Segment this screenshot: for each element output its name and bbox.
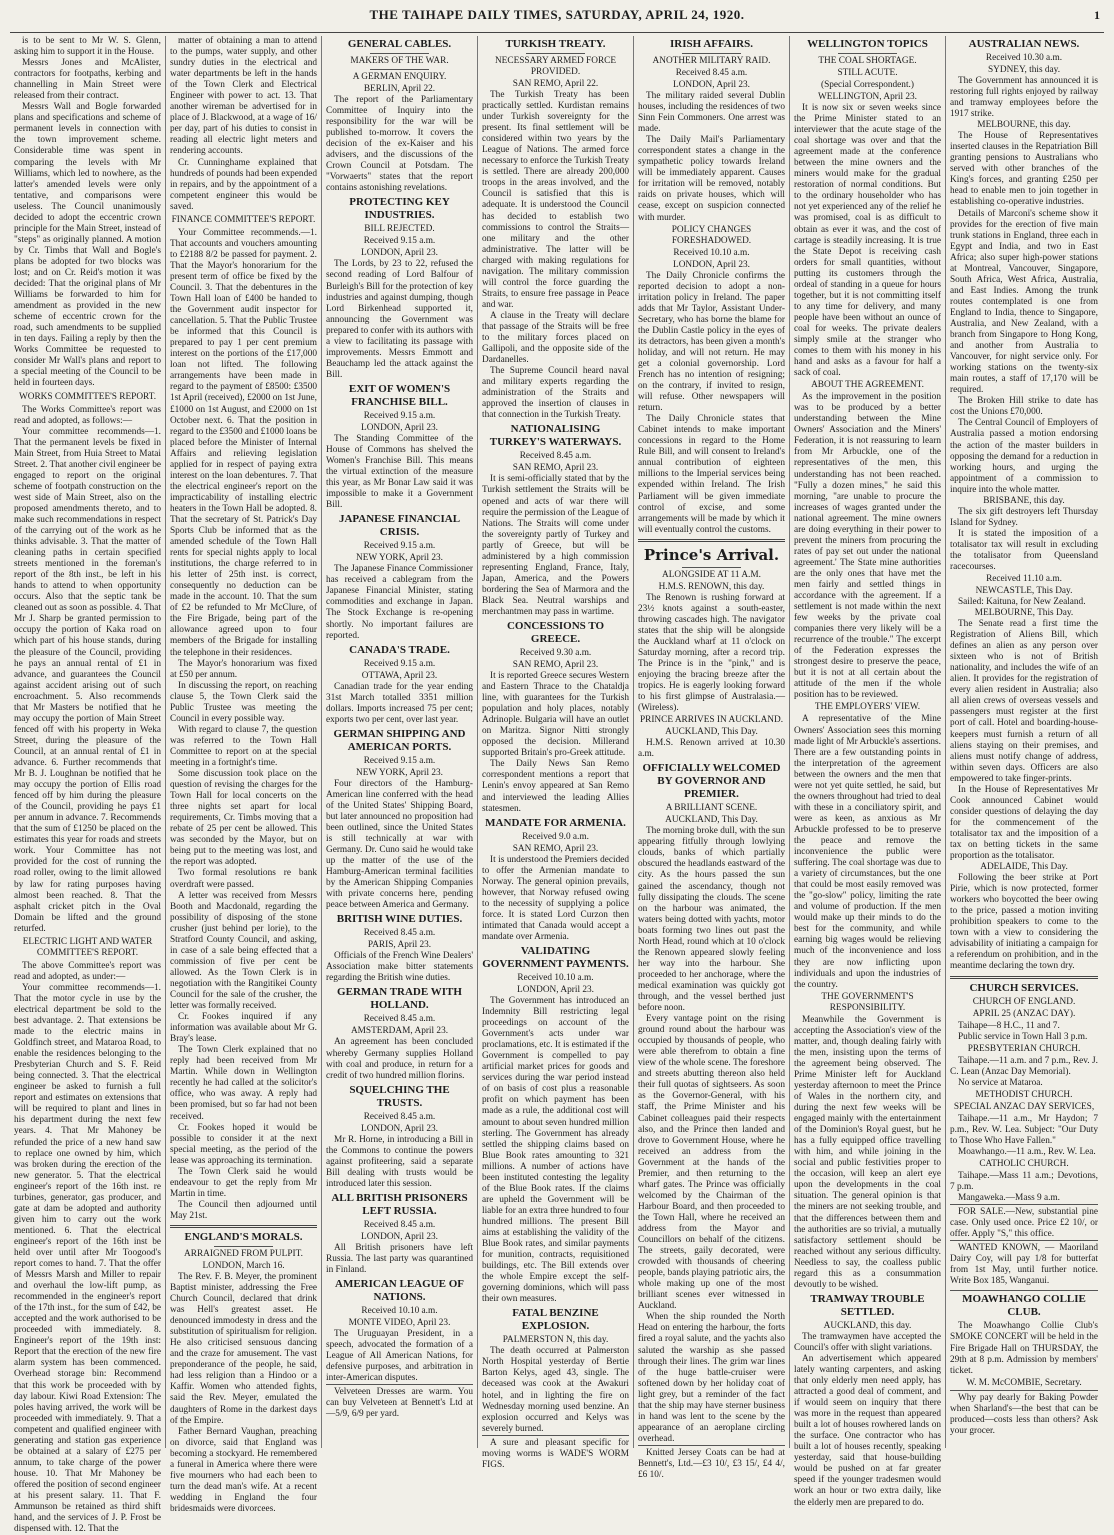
subheading: THE COAL SHORTAGE. bbox=[818, 56, 917, 66]
heading-englands-morals: ENGLAND'S MORALS. bbox=[184, 1230, 303, 1243]
heading-american-league: AMERICAN LEAGUE OF NATIONS. bbox=[335, 1278, 464, 1304]
dateline: LONDON, April 23. bbox=[361, 1123, 438, 1134]
article-paragraph: The above Committee's report was read and adopted, as under:— bbox=[14, 960, 161, 982]
received-time: Received 9.15 a.m. bbox=[363, 236, 436, 247]
dateline: SAN REMO, April 23. bbox=[512, 660, 599, 671]
heading-rule bbox=[370, 53, 429, 54]
dateline: NEW YORK, April 23. bbox=[355, 767, 444, 778]
heading-tramway: TRAMWAY TROUBLE SETTLED. bbox=[810, 1292, 925, 1318]
dateline: MELBOURNE, this day. bbox=[977, 120, 1071, 131]
church-detail: Public service in Town Hall 3 p.m. bbox=[958, 1031, 1088, 1042]
received-time: Received 8.45 a.m. bbox=[363, 1111, 436, 1122]
dateline: OTTAWA, April 23. bbox=[361, 670, 438, 681]
signature: W. M. McCOMBIE, Secretary. bbox=[966, 1377, 1082, 1388]
article-paragraph: Cr. Cunninghame explained that hundreds of pounds had been expended in repairs, and by the appointment of a competent engineer this would be saved. bbox=[170, 157, 317, 212]
dateline: AMSTERDAM, April 23. bbox=[350, 1026, 449, 1037]
article-paragraph: The Works Committee's report was read and adopted, as follows:— bbox=[14, 404, 161, 426]
article-paragraph: A clause in the Treaty will declare that passage of the Straits will be free to the military forces placed on Gallipoli, and the opposite side of the Dardanelles. bbox=[482, 310, 629, 366]
article-paragraph: The Town Clerk said he would endeavour to get the reply from Mr Martin in time. bbox=[170, 1166, 317, 1199]
heading-key-industries: PROTECTING KEY INDUSTRIES. bbox=[349, 196, 450, 222]
received-time: Received 8.45 a.m. bbox=[675, 68, 748, 78]
heading-waterways: NATIONALISING TURKEY'S WATERWAYS. bbox=[489, 423, 622, 449]
dateline: PARIS, April 23. bbox=[367, 940, 432, 951]
church-name: CATHOLIC CHURCH. bbox=[979, 1158, 1069, 1169]
column-1 bbox=[10, 36, 166, 1535]
article-paragraph: A letter was received from Messrs Booth and Macdonald, regarding the possibility of disposing of the stone crusher (just behind per lorie), to the Stratford County Council, and asking, in case of a sale being effected that a commission of five per cent be allowed. As the Town Clerk is in negotiation with the Rangitikei County Council for the sale of the crusher, the letter was formally received. bbox=[170, 890, 317, 1012]
subheading: PRINCE ARRIVES IN AUCKLAND. bbox=[639, 715, 784, 726]
article-paragraph: The Renown is rushing forward at 23½ knots against a south-easter, throwing cascades high. The navigator states that the ship will be alongside the Auckland wharf at 11 o'clock on Saturday morning, after a record trip. The Prince is in the "pink," and is enjoying the bracing breeze after the tropics. He is eagerly looking forward to his first glimpse of Australasia.—(Wireless). bbox=[638, 592, 785, 714]
article-paragraph: The death occurred at Palmerston North Hospital yesterday of Bertie Barton Kelys, aged 43, single. The deceased was cook at the Awakuri hotel, and in lighting the fire on Wednesday morning used benzine. An explosion occurred and Kelys was severely burned. bbox=[482, 1346, 629, 1434]
dateline: LONDON, April 23. bbox=[673, 80, 750, 90]
heading-rule bbox=[214, 1246, 273, 1247]
subheading: ARRAIGNED FROM PULPIT. bbox=[184, 1248, 303, 1259]
church-name: METHODIST CHURCH. bbox=[975, 1089, 1073, 1100]
section-rule bbox=[950, 976, 1098, 979]
received-time: Received 8.45 a.m. bbox=[363, 928, 436, 939]
dateline: LONDON, March 16. bbox=[202, 1260, 285, 1271]
received-time: Received 10.10 a.m. bbox=[517, 973, 594, 983]
received-time: Received 10.10 a.m. bbox=[361, 1306, 438, 1317]
column-2 bbox=[166, 36, 322, 1514]
article-paragraph: The House of Representatives inserted clauses in the Repatriation Bill granting pensions to Australians who served with other branches of the King's forces, and granting £250 per head to enable men to join together in establishing co-operative industries. bbox=[950, 131, 1098, 208]
column-4 bbox=[478, 36, 634, 1470]
article-paragraph: An agreement has been concluded whereby Germany supplies Holland with coal and produce, in return for a credit of two hundred million florins. bbox=[326, 1037, 473, 1081]
article-paragraph: The Broken Hill strike to date has cost the Unions £70,000. bbox=[950, 396, 1098, 418]
heading-works-committee: WORKS COMMITTEE'S REPORT. bbox=[18, 391, 157, 402]
section-rule bbox=[170, 1225, 317, 1228]
article-paragraph: Some discussion took place on the question of revising the charges for the Town Hall for local concerts on the three nights set apart for local requirements, Cr. Timbs moving that a rebate of 25 per cent be allowed. This was seconded by the Mayor, but on being put to the meeting was lost, and the report was adopted. bbox=[170, 769, 317, 868]
article-paragraph: All British prisoners have left Russia. The last party was quarantined in Finland. bbox=[326, 1242, 473, 1275]
article-paragraph: The Daily Mail's Parliamentary correspondent states a change in the sympathetic policy towards Ireland will be immediately apparent. Causes for irritation will be removed, notably raids on private houses, which will cease, except on suspicion connected with murder. bbox=[638, 135, 785, 223]
article-paragraph: Your committee recommends—1. That the permanent levels be fixed in Main Street, from Huia Street to Matai Street. 2. That another civil engineer be engaged to report on the original scheme of footpath construction on the west side of Main Street, also on the proposed amendments thereto, and to make such recommendations in respect of the carrying out of the work as he thinks advisable. 3. That the matter of cleaning paths in certain specified streets mentioned in the foreman's report of the 8th inst., be left in his hands to attend to when opportunity occurs. Also that the septic tank be cleaned out as soon as possible. 4. That Mr J. Sharp be granted permission to occupy the portion of Kaka road on which part of his house stands, during the pleasure of the Council, providing he pays an annual rental of £1 in advance, and guarantees the Council against accident arising out of such encroachment. 5. Also recommends that Mr Masters be notified that he may occupy the portion of Main Street fenced off with his property in Weka Street, during the pleasure of the Council, at an annual rental of £1 in advance. 6. Further recommends that Mr B. J. Loughnan be notified that he may occupy the portion of Ellis road fenced off by him during the pleasure of the Council, providing he pays £1 per annum in advance. 7. Recommends that the sum of £1250 be placed on the estimates this year for roads and streets work. Your Committee has not provided for the cost of running the road roller, owing to the limit allowed by law for rating purposes having almost been reached. 8. That the asphalt cricket pitch in the Oval Domain be lifted and the ground returfed. bbox=[14, 426, 161, 934]
article-paragraph: The Daily Chronicle states that Cabinet intends to make important concessions in regard to the Home Rule Bill, and will consent to Ireland's annual contribution of eighteen millions to the Imperial services being expended within Ireland. The Irish Parliament will be given immediate control of excise, and some arrangements will be made by which it will eventually control the customs. bbox=[638, 414, 785, 535]
page-number: 1 bbox=[1094, 8, 1100, 22]
dateline: H.M.S. RENOWN, this day. bbox=[658, 581, 765, 592]
heading-wellington-topics: WELLINGTON TOPICS bbox=[807, 38, 928, 50]
dateline: NEW YORK, April 23. bbox=[355, 553, 444, 564]
article-paragraph: Mr R. Horne, in introducing a Bill in the Commons to continue the powers against profiteering, said a separate Bill dealing with trusts would be introduced later this session. bbox=[326, 1134, 473, 1189]
article-paragraph: Messrs Wall and Bogle forwarded plans and specifications and scheme of permanent levels in connection with the town improvement scheme. Considerable time was spent in comparing the levels with Mr Williams, which led to nowhere, as the latter's amended levels were only tentative, and comparisons were useless. The Council unanimously decided to adopt the eccentric crown principle for the Main Street, instead of "steps" as originally planned. A motion by Cr. Timbs that Wall and Bogle's plans be adopted for two blocks was lost; and on Cr. Reid's motion it was decided: That the original plans of Mr Williams be forwarded to him for amendment as provided in the new scheme of eccentric crown for the road, such amendments to be supplied in ten days. Failing a reply by then the Works Committee be requested to consider Mr Wall's plans and report to a special meeting of the Council to be held in fourteen days. bbox=[14, 102, 161, 389]
article-paragraph: The Daily Chronicle confirms the reported decision to adopt a non-irritation policy in Ireland. The paper adds that Mr Taylor, Assistant Under-Secretary, who has borne the blame for the Dublin Castle policy in the eyes of its detractors, has been given a month's holiday, and will not return. He may get a colonial governorship. Lord French has no intention of resigning; on the contrary, if invited to resign, will refuse. Other newspapers will return. bbox=[638, 270, 785, 414]
dateline: LONDON, April 23. bbox=[361, 422, 438, 433]
heading-officially-welcomed: OFFICIALLY WELCOMED BY GOVERNOR AND PREMIER. bbox=[642, 762, 781, 801]
article-paragraph: Father Bernard Vaughan, preaching on divorce, said that England was becoming a stockyard. He remembered a funeral in America where there were five mourners who had each been to turn the dead man's wife. At a recent wedding in England the four bridesmaids were divorcees. bbox=[170, 1426, 317, 1514]
article-paragraph: The Uruguayan President, in a speech, advocated the formation of a League of All American Nations, for defensive purposes, and arbitration in inter-American disputes. bbox=[326, 1329, 473, 1384]
received-time: Received 9.15 a.m. bbox=[363, 410, 436, 421]
advertisement: Why pay dearly for Baking Powder when Sharland's—the best that can be produced—costs less than others? Ask your grocer. bbox=[950, 1390, 1098, 1437]
heading-japanese-crisis: JAPANESE FINANCIAL CRISIS. bbox=[338, 513, 461, 539]
heading-trade-holland: GERMAN TRADE WITH HOLLAND. bbox=[337, 986, 462, 1012]
article-paragraph: Your Committee recommends.—1. That accounts and vouchers amounting to £2188 8/2 be passed for payment. 2. That the Mayor's honorarium for the present term of office be fixed by the Council. 3. That the debentures in the Town Hall loan of £400 be handed to the Government audit inspector for cancellation. 5. That the Public Trustee be informed that this Council is prepared to pay 1 per cent premium interest on the portions of the £17,000 loan not lifted. The following arrangements have been made in regard to the payment of £8500: £3500 1st April (received), £2000 on 1st June, £1000 on 1st August, and £2000 on 1st October next. 6. That the position in regard to the £3500 and £1000 loans be placed before the Minister of Internal Affairs and relieving legislation applied for in respect of paying extra interest on the loan debentures. 7. That the electrical engineer's report on the impracticability of installing electric heaters in the Town Hall be adopted. 8. That the secretary of St. Patrick's Day Sports Club be informed that as the amended schedule of the Town Hall rents for special nights apply to local institutions, the charge referred to in his letter of 25th inst. is correct, consequently no deduction can be made in the account. 10. That the sum of £2 be refunded to Mr McClure, of the Fire Brigade, being part of the allowance agreed upon to four members of the Brigade for installing the telephone in their residences. bbox=[170, 227, 317, 658]
dateline: MELBOURNE, This Day. bbox=[974, 608, 1074, 619]
article-paragraph: Following the beer strike at Port Pirie, which is now protected, former workers who boycotted the beer owing to the price, passed a motion inviting prohibition speakers to come to the town with a view to considering the advisability of initiating a campaign for a referendum on prohibition, and in the meantime declaring the town dry. bbox=[950, 873, 1098, 972]
church-detail: Moawhango.—11 a.m., Rev. W. Lea. bbox=[958, 1146, 1096, 1157]
heading-rule bbox=[838, 53, 897, 54]
article-paragraph: Details of Marconi's scheme show it provides for the erection of five main trunk stations in England, three each in Egypt and India, and two in East Africa; also super high-power stations at Montreal, Vancouver, Singapore, South Africa, West Africa, Australia, and East Indies. Among the trunk routes contemplated is one from England to India, thence to Singapore, Australia, and New Zealand, with a branch from Singapore to Hong Kong, and another from Australia to Vancouver, for night service only. For working stations on the twenty-six main routes, a staff of 17,170 will be required. bbox=[950, 208, 1098, 396]
article-paragraph: The Turkish Treaty has been practically settled. Kurdistan remains under Turkish sovereignty for the present. Its final settlement will be considered within two years by the League of Nations. The armed force necessary to enforce the Turkish Treaty is settled. There are already 200,000 troops in the areas involved, and the Council is satisfied that this is adequate. It is understood the Council has decided to establish two commissions to control the Straits—one military and the other administrative. The latter will be charged with making regulations for navigation. The military commission will control the force guarding the Straits, to ensure free passage in Peace and war. bbox=[482, 90, 629, 310]
article-paragraph: The Town Clerk explained that no reply had been received from Mr Martin. While down in Wellington recently he had called at the solicitor's office, who was away. A reply had been promised, but so far had not been received. bbox=[170, 1045, 317, 1122]
article-paragraph: The tramwaymen have accepted the Council's offer with slight variations. bbox=[794, 1331, 941, 1353]
advertisement: A sure and pleasant specific for moving worms is WADE'S WORM FIGS. bbox=[482, 1435, 629, 1471]
subheading: A GERMAN ENQUIRY. bbox=[352, 72, 447, 82]
heading-prisoners: ALL BRITISH PRISONERS LEFT RUSSIA. bbox=[331, 1191, 468, 1217]
subheading: STILL ACUTE. bbox=[837, 68, 898, 78]
article-paragraph: The Lords, by 23 to 22, refused the second reading of Lord Balfour of Burleigh's Bill for the protection of key industries and against dumping, though Lord Birkenhead supported it, announcing the Government was prepared to confer with its authors with a view to facilitating its passage with improvements. Messrs Emmott and Beauchamp led the attack against the Bill. bbox=[326, 259, 473, 380]
heading-rule bbox=[370, 69, 429, 70]
heading-church-services: CHURCH SERVICES. bbox=[969, 981, 1079, 994]
article-paragraph: When the ship rounded the North Head on entering the harbour, the forts fired a royal salute, and the yachts also saluted the warship as she passed through their lines. The grim war lines of the huge battle-cruiser were softened down by her holiday coat of light grey, but a reminder of the fact that the ship may have sterner business in hand was lent to the scene by the appearance of an aeroplane circling overhead. bbox=[638, 1312, 785, 1444]
article-paragraph: The Standing Committee of the House of Commons has shelved the Women's Franchise Bill. This means the virtual extinction of the measure this year, as Mr Bonar Law said it was impossible to make it a Government Bill. bbox=[326, 433, 473, 511]
heading-electric-committee: ELECTRIC LIGHT AND WATER COMMITTEE'S REPORT. bbox=[22, 936, 153, 958]
heading-finance-committee: FINANCE COMMITTEE'S REPORT. bbox=[171, 214, 316, 225]
church-detail: Taihape.—11 a.m. and 7 p.m., Rev. J. C. Lean (Anzac Day Memorial). bbox=[950, 1055, 1098, 1077]
heading-payments: VALIDATING GOVERNMENT PAYMENTS. bbox=[482, 945, 629, 970]
dateline: WELLINGTON, April 23. bbox=[818, 92, 917, 102]
subheading: ALONGSIDE AT 11 A.M. bbox=[662, 569, 761, 580]
received-time: Received 11.10 a.m. bbox=[986, 574, 1062, 585]
received-time: Received 9.15 a.m. bbox=[363, 755, 436, 766]
article-paragraph: Officials of the French Wine Dealers' Association make bitter statements regarding the British wine duties. bbox=[326, 951, 473, 984]
heading-australian-news: AUSTRALIAN NEWS. bbox=[968, 38, 1080, 50]
article-paragraph: Cr. Fookes inquired if any information was available about Mr G. Bray's lease. bbox=[170, 1012, 317, 1045]
heading-general-cables: GENERAL CABLES. bbox=[347, 38, 452, 50]
received-time: Received 10.10 a.m. bbox=[673, 247, 750, 258]
church-detail: Taihape.—11 a.m., Mr Haydon; 7 p.m., Rev. W. Lea. Subject: "Our Duty to Those Who Have Fallen." bbox=[950, 1113, 1098, 1146]
dateline: LONDON, April 23. bbox=[361, 248, 438, 259]
subheading: MAKERS OF THE WAR. bbox=[350, 56, 449, 66]
church-detail: Taihape—8 H.C., 11 and 7. bbox=[958, 1020, 1060, 1031]
article-paragraph: An advertisement which appeared lately wanting carpenters, and asking that only elderly men need apply, has attracted a good deal of comment, and if would seem on inquiry that there was more in the request than appeared built a lot of houses rowhered lands on the surface. One contractor who has built a lot of houses recently, speaking yesterday, said that house-building would be pushed on at far greater speed if the younger tradesmen would work an hour or two extra daily, like the elderly men are prepared to do. bbox=[794, 1353, 941, 1508]
article-paragraph: With regard to clause 7, the question was referred to the Town Hall Committee to report on at the special meeting in a fortnight's time. bbox=[170, 724, 317, 768]
heading-canada-trade: CANADA'S TRADE. bbox=[349, 643, 450, 656]
heading-collie-club: MOAWHANGO COLLIE CLUB. bbox=[950, 1290, 1098, 1319]
classified-ad-wanted: WANTED KNOWN, — Maoriland Dairy Coy, will pay 1/8 for butterfat from 1st May, until further notice. Write Box 185, Wanganui. bbox=[950, 1240, 1098, 1287]
dateline: AUCKLAND, This Day. bbox=[665, 815, 758, 826]
church-date: APRIL 25 (ANZAC DAY). bbox=[972, 1008, 1076, 1019]
section-rule bbox=[638, 539, 785, 542]
article-paragraph: The Supreme Council heard naval and military experts regarding the administration of the Straits and approved the insertion of clauses in that connection in the Turkish Treaty. bbox=[482, 366, 629, 421]
article-paragraph: Four directors of the Hamburg-American line conferred with the head of the United States' Shipping Board, but later announced no proposition had been outlined, since the United States is still technically at war with Germany. Dr. Cuno said he would take up the matter of the use of the Hamburg-American terminal facilities by the American Shipping Companies with private concerns here, pending peace between America and Germany. bbox=[326, 778, 473, 911]
subheading: POLICY CHANGES FORESHADOWED. bbox=[671, 224, 752, 246]
article-paragraph: It is semi-officially stated that by the Turkish settlement the Straits will be opened and acts of war there will require the permission of the League of Nations. The Straits will come under the sovereignty partly of Turkey and partly of Greece, but will be administered by a high commission representing England, France, Italy, Japan, America, and the Powers bordering the Sea of Marmora and the Black Sea. Neutral warships and merchantmen may pass in wartime. bbox=[482, 474, 629, 617]
subheading: NECESSARY ARMED FORCE PROVIDED. bbox=[494, 56, 617, 77]
heading-trusts: SQUELCHING THE TRUSTS. bbox=[349, 1083, 450, 1109]
dateline: BRISBANE, this day. bbox=[983, 495, 1065, 506]
article-paragraph: It is now six or seven weeks since the Prime Minister stated to an interviewer that the acute stage of the coal shortage was over and that the agreement made at the conference between the mine owners and the miners would make for the gradual restoration of normal conditions. But to the ordinary householder who has not yet experienced any of the relief he was promised, coal is as difficult to obtain as ever it was, and the cost of cartage is steadily increasing. It is true the State Depot is receiving cash orders for small quantities, without putting its customers through the ordeal of standing in a queue for hours together, but it is not committing itself to any time for delivery, and many people have been without an ounce of coal for weeks. The private dealers simply smile at the stranger who comes to them with his money in his hand and asks as a favour for half a sack of coal. bbox=[794, 103, 941, 379]
dateline: AUCKLAND, This Day. bbox=[665, 727, 758, 738]
article-paragraph: The six gift destroyers left Thursday Island for Sydney. bbox=[950, 506, 1098, 528]
dateline: PALMERSTON N, this day. bbox=[502, 1335, 609, 1346]
church-detail: Taihape.—Mass 11 a.m.; Devotions, 7 p.m. bbox=[950, 1170, 1098, 1192]
article-paragraph: Cr. Fookes hoped it would be possible to consider it at the next special meeting, as the period of the lease was approaching its termination. bbox=[170, 1122, 317, 1166]
column-6 bbox=[790, 36, 946, 1508]
dateline: SYDNEY, this day. bbox=[987, 65, 1061, 75]
dateline: MONTE VIDEO, April 23. bbox=[348, 1318, 451, 1329]
heading-rule bbox=[682, 53, 741, 54]
article-paragraph: The Council then adjourned until May 21st. bbox=[170, 1199, 317, 1221]
article-paragraph: The report of the Parliamentary Committee of Inquiry into the responsibility for the war will be published to-morrow. It covers the decision of the ex-Kaiser and his advisers, and the discussions of the Crown Council at Potsdam. The "Vorwaerts" states that the report contains astonishing revelations. bbox=[326, 95, 473, 194]
article-paragraph: matter of obtaining a man to attend to the pumps, water supply, and other sundry duties in the electrical and water departments be left in the hands of the Town Clerk and Electrical Engineer with power to act. 13. That another wireman be advertised for in place of J. Blackwood, at a wage of 16/ per day, part of his duties to consist in reading all electric light meters and rendering accounts. bbox=[170, 36, 317, 157]
article-paragraph: The Senate read a first time the Registration of Aliens Bill, which defines an alien as any person over sixteen who is not of British nationality, and includes the wife of an alien. It provides for the registration of every alien resident in Australia; also all alien crews of overseas vessels and passengers must register at the first port of call. Hotel and boarding-house-keepers must furnish a return of all aliens staying on their premises, and aliens must notify change of address, within seven days. Officers are also empowered to take finger-prints. bbox=[950, 619, 1098, 784]
article-paragraph: The Japanese Finance Commissioner has received a cablegram from the Japanese Financial Minister, stating commodities and exchange in Japan. The Stock Exchange is re-opening shortly. No important failures are reported. bbox=[326, 564, 473, 641]
article-paragraph: It is reported Greece secures Western and Eastern Thrace to the Chataldja line, with guarantees for the Turkish population and holy places, notably Adrinople. Bulgaria will have an outlet on Maritza. Signor Nitti strongly opposed the decision. Millerand supported Britain's pro-Greek attitude. bbox=[482, 671, 629, 759]
article-paragraph: Meanwhile the Government is accepting the Association's view of the matter, and, though dealing fairly with the men, insisting upon the terms of the agreement being observed. The Prime Minister left for Auckland yesterday afternoon to meet the Prince of Wales in the northern city, and during the next few weeks will be engaged mainly with the entertainment of the Dominion's Royal guest, but he has a fully equipped office travelling with him, and while joining in the social and public festivities proper to the occasion, will keep an alert eye upon the developments in the coal situation. The general opinion is that the miners are not seeking trouble, and that the differences between them and the authorities are so trivial, a mutually satisfactory settlement should be reached without any serious difficulty. Needless to say, the coalless public regard this as a consummation devoutly to be wished. bbox=[794, 1014, 941, 1290]
received-time: Received 8.45 a.m. bbox=[363, 1219, 436, 1230]
article-paragraph: The Central Council of Employers of Australia passed a motion endorsing the action of the master builders in opposing the demand for a reduction in working hours, and urging the appointment of a commission to inquire into the whole matter. bbox=[950, 418, 1098, 495]
article-paragraph: The military raided several Dublin houses, including the residences of two Sinn Fein Commoners. One arrest was made. bbox=[638, 91, 785, 135]
church-name: CHURCH OF ENGLAND. bbox=[972, 996, 1076, 1007]
church-name: PRESBYTERIAN CHURCH. bbox=[967, 1043, 1081, 1054]
heading-turkish-treaty: TURKISH TREATY. bbox=[505, 38, 606, 50]
masthead-title: THE TAIHAPE DAILY TIMES, SATURDAY, APRIL 24, 1920. bbox=[369, 7, 745, 22]
heading-german-shipping: GERMAN SHIPPING AND AMERICAN PORTS. bbox=[333, 727, 466, 753]
heading-greece: CONCESSIONS TO GREECE. bbox=[506, 620, 605, 646]
masthead bbox=[10, 0, 1104, 30]
article-paragraph: A representative of the Mine Owners' Association sees this morning made light of Mr Arbuckle's assertions. There are a few outstanding points in the interpretation of the agreement between the owners and the men that were not yet quite settled, he said, but the owners throughout had tried to deal with these in a conciliatory spirit, and were as keen, as anxious as Mr Arbuckle professed to be to preserve the peace and remove the inconvenience the public were suffering. The coal shortage was due to a variety of circumstances, but the one that could be most easily removed was the "go-slow" policy, limiting the rate and volume of production. If the men would make up their minds to do the best for the community, and while earning big wages would be relieving much of the inconvenience and loss they are now inflicting upon individuals and upon the industries of the country. bbox=[794, 714, 941, 990]
subheading: ANOTHER MILITARY RAID. bbox=[652, 56, 771, 66]
subheading: THE GOVERNMENT'S RESPONSIBILITY. bbox=[821, 991, 914, 1013]
received-time: Received 9.15 a.m. bbox=[363, 541, 436, 552]
column-5 bbox=[634, 36, 790, 1481]
received-time: Received 8.45 a.m. bbox=[363, 1014, 436, 1025]
heading-rule bbox=[526, 53, 585, 54]
dateline: NEWCASTLE, This Day. bbox=[975, 586, 1073, 597]
masthead-rule bbox=[10, 32, 1104, 33]
dateline: SAN REMO, April 23. bbox=[512, 843, 599, 854]
article-paragraph: The Moawhango Collie Club's SMOKE CONCERT will be held in the Fire Brigade Hall on THURSDAY, the 29th at 8 p.m. Admission by members' ticket. bbox=[950, 1321, 1098, 1376]
advertisement: Knitted Jersey Coats can be had at Bennett's, Ltd.—£3 10/, £3 15/, £4 4/, £6 10/. bbox=[638, 1445, 785, 1481]
article-paragraph: It is stated the imposition of a totalisator tax will result in excluding the totalisator from Queensland racecourses. bbox=[950, 528, 1098, 572]
subheading: BILL REJECTED. bbox=[364, 224, 435, 235]
heading-wine-duties: BRITISH WINE DUTIES. bbox=[336, 913, 463, 926]
article-paragraph: Messrs Jones and McAlister, contractors for footpaths, kerbing and channelling in Main Street were released from their contract. bbox=[14, 58, 161, 102]
article-paragraph: Every vantage point on the rising ground round about the harbour was occupied by thousands of people, who were able therefrom to obtain a fine view of the whole scene. The foreshore and streets abutting thereon also held their full quotas of sightseers. As soon as the Governor-General, with his staff, the Prime Minister and his Cabinet colleagues paid their respects also, and the Prince then landed and drove to Government House, where he received an address from the Government at the hands of the Premier, and then returning to the wharf gates. The Prince was officially welcomed by the Chairman of the Harbour Board, and then proceeded to the Town Hall, where he received an address from the Mayor and Councillors on behalf of the citizens. The streets, gaily decorated, were crowded with thousands of cheering people, bands playing patriotic airs, the whole making up one of the most brilliant scenes ever witnessed in Auckland. bbox=[638, 1014, 785, 1312]
church-date: SPECIAL ANZAC DAY SERVICES, bbox=[953, 1101, 1095, 1112]
heading-womens-franchise: EXIT OF WOMEN'S FRANCHISE BILL. bbox=[348, 382, 451, 408]
dateline: LONDON, April 23. bbox=[673, 259, 750, 270]
dateline: LONDON, April 23. bbox=[517, 985, 594, 995]
received-time: Received 10.30 a.m. bbox=[985, 53, 1063, 63]
article-paragraph: is to be sent to Mr W. S. Glenn, asking him to support it in the House. bbox=[14, 36, 161, 58]
advertisement: Velveteen Dresses are warm. You can buy Velveteen at Bennett's Ltd at—5/9, 6/9 per yard. bbox=[326, 1384, 473, 1420]
article-paragraph: The Government has announced it is restoring full rights enjoyed by railway and tramway employees before the 1917 strike. bbox=[950, 76, 1098, 120]
received-time: Received 9.0 a.m. bbox=[522, 831, 589, 842]
church-detail: No service at Mataroa. bbox=[958, 1077, 1043, 1088]
article-paragraph: The Daily News San Remo correspondent mentions a report that Lenin's envoy appeared at San Remo and interviewed the leading Allies statesmen. bbox=[482, 759, 629, 814]
article-paragraph: The Mayor's honorarium was fixed at £50 per annum. bbox=[170, 658, 317, 680]
received-time: Received 8.45 a.m. bbox=[519, 451, 592, 462]
dateline: ADELAIDE, This Day. bbox=[980, 862, 1068, 873]
dateline: AUCKLAND, this day. bbox=[823, 1320, 912, 1331]
article-paragraph: The Government has introduced an Indemnity Bill restricting legal proceedings on account of the Government's acts under war proclamations, etc. It is estimated if the Government is compelled to pay artificial market prices for goods and services during the war period instead of on basis of cost plus a reasonable profit on which payment has been made as a rule, the additional cost will amount to about seven hundred million sterling. The Government has already settled the shipping claims based on Blue Book rates amounting to 321 millions. A number of actions have been instituted contesting the legality of the Blue Book rates. If the claims are upheld the Government will be liable for an extra three hundred to four hundred millions. The present Bill aims at establishing the validity of the Blue Book rates, and similar payments for munition, contracts, requisitioned buildings, etc. The Bill extends over the whole Empire except the self-governing dominions, which will pass their own measures. bbox=[482, 996, 629, 1305]
subheading: ABOUT THE AGREEMENT. bbox=[811, 380, 924, 391]
article-paragraph: As the improvement in the position was to be produced by a better understanding between the Mine Owners' Association and the Miners' Federation, it is not reassuring to learn from Mr Arbuckle, one of the representatives of the men, this understanding has not been reached. "Fully a dozen mines," he said this morning, "are unable to procure the increases of wages granted under the national agreement. The mine owners are doing everything in their power to prevent the miners from procuring the rates of pay set out under the national agreement.' The State mine authorities are the only ones that have met the men fairly and settled things in accordance with the agreement. If a settlement is not made within the next few weeks by the private coal companies there very likely will be a recurrence of the trouble." The excerpt of the Federation expresses the strongest desire to preserve the peace, but it is not at all certain about the attitude of the men if the whole position has to be reviewed. bbox=[794, 392, 941, 701]
heading-benzine: FATAL BENZINE EXPLOSION. bbox=[512, 1307, 599, 1333]
heading-irish-affairs: IRISH AFFAIRS. bbox=[670, 38, 753, 50]
subheading: A BRILLIANT SCENE. bbox=[665, 803, 758, 814]
dateline: SAN REMO, April 23. bbox=[512, 463, 599, 474]
article-paragraph: The Rev. F. B. Meyer, the prominent Baptist minister, addressing the Free Church Council, declared that drink was Hell's greatest asset. He denounced immodesty in dress and the substitution of spiritualism for religion. He also criticised sensuous dancing and the craze for amusement. The vast preponderance of the people, he said, had less religion than a Hindoo or a Kaffir. Women who attended fights, said the Rev. Meyer, emulated the daughters of Rome in the darkest days of the Empire. bbox=[170, 1271, 317, 1426]
article-paragraph: In the House of Representatives Mr Cook announced Cabinet would consider questions of delaying the day for the commencement of the totalisator tax and the imposition of a tax on betting tickets in the same proportion as the totalisator. bbox=[950, 784, 1098, 862]
column-3 bbox=[322, 36, 478, 1448]
article-paragraph: Two formal resolutions re bank overdraft were passed. bbox=[170, 868, 317, 890]
received-time: Received 9.30 a.m. bbox=[519, 648, 592, 659]
article-paragraph: The morning broke dull, with the sun appearing fitfully through lowlying clouds, banks of which partially obscured the headlands eastward of the city. As the hours passed the sun gained the ascendancy, though not fully dissipating the clouds. The scene on the harbour was animated, the waters being dotted with yachts, motor boats forming two lines out past the North Head, round which at 10 o'clock the Renown appeared slowly feeling her way into the harbour. She proceeded to her anchorage, where the medical examination was quickly got through, and the vessel berthed just before noon. bbox=[638, 826, 785, 1014]
received-time: Received 9.15 a.m. bbox=[363, 658, 436, 669]
article-paragraph: In discussing the report, on reaching clause 5, the Town Clerk said the Public Trustee was meeting the Council in every possible way. bbox=[170, 680, 317, 724]
article-paragraph: Your committee recommends—1. That the motor cycle in use by the electrical department be sold to the best advantage. 2. That extensions be made to the electric mains in Goldfinch street, and Mataroa Road, to enable the residences belonging to the Presbyterian Church and S. F. Reid being connected. 3. That the electrical engineer be asked to furnish a full report and estimates on extensions that will be required to plant and lines in his department during the next few years. 4. That Mr Mahoney be refunded the price of a new hand saw to replace one owned by him, which was broken during the erection of the new generator. 5. That the electrical engineer's report of the 16th inst. re turbines, generator, gas producer, and gate at dam be adopted and authority given him to carry out the work mentioned. 6. That the electrical engineer's report of the 16th inst be held over until after Mr Toogood's report comes to hand. 7. That the offer of Messrs Marsh and Miller to repair and overhaul the low-lift pump, as recommended in the engineer's report of the 17th inst., for the sum of £42, be accepted and the work authorised to be proceeded with immediately. 8. Engineer's report of the 19th inst: Report that the erection of the new fire alarm system has been commenced. Overhead storage bin: Recommend that this work be proceeded with by day labour. Kiwi Road Extension: The poles having arrived, the work will be proceeded with immediately. 9. That a competent and qualified engineer with generating and station gas experience be obtained at a salary of £275 per annum, to take charge of the power house. 10. That Mr Mahoney be offered the position of second engineer at his present salary. 11. That F. Ammunson be retained as third shift hand, and the services of J. P. Frost be dispensed with. 12. That the bbox=[14, 982, 161, 1535]
column-7 bbox=[946, 36, 1102, 1448]
columns bbox=[10, 36, 1104, 1535]
heading-armenia: MANDATE FOR ARMENIA. bbox=[485, 816, 626, 829]
heading-princes-arrival: Prince's Arrival. bbox=[643, 545, 780, 564]
classified-ad-sale: FOR SALE.—New, substantial pine case. Only used once. Price £2 10/, or offer. Apply "S," this office. bbox=[950, 1204, 1098, 1240]
subheading: THE EMPLOYERS' VIEW. bbox=[814, 702, 921, 713]
article-paragraph: It is understood the Premiers decided to offer the Armenian mandate to Norway. The general opinion prevails, however, that Norway refused owing to the necessity of supplying a police force. It is stated Lord Curzon then intimated that Canada would accept a mandate over Armenia. bbox=[482, 854, 629, 942]
church-detail: Mangaweka.—Mass 9 a.m. bbox=[958, 1193, 1060, 1204]
heading-rule bbox=[682, 567, 741, 568]
dateline: LONDON, April 23. bbox=[361, 1231, 438, 1242]
article-paragraph: H.M.S. Renown arrived at 10.30 a.m. bbox=[638, 738, 785, 760]
article-paragraph: Sailed: Kaituna, for New Zealand. bbox=[958, 597, 1086, 608]
article-paragraph: Canadian trade for the year ending 31st March totalled 3351 million dollars. Imports increased 75 per cent; exports two per cent, over last year. bbox=[326, 681, 473, 725]
dateline: SAN REMO, April 22. bbox=[512, 79, 599, 89]
subheading: (Special Correspondent.) bbox=[821, 80, 914, 90]
dateline: BERLIN, April 22. bbox=[363, 84, 436, 94]
